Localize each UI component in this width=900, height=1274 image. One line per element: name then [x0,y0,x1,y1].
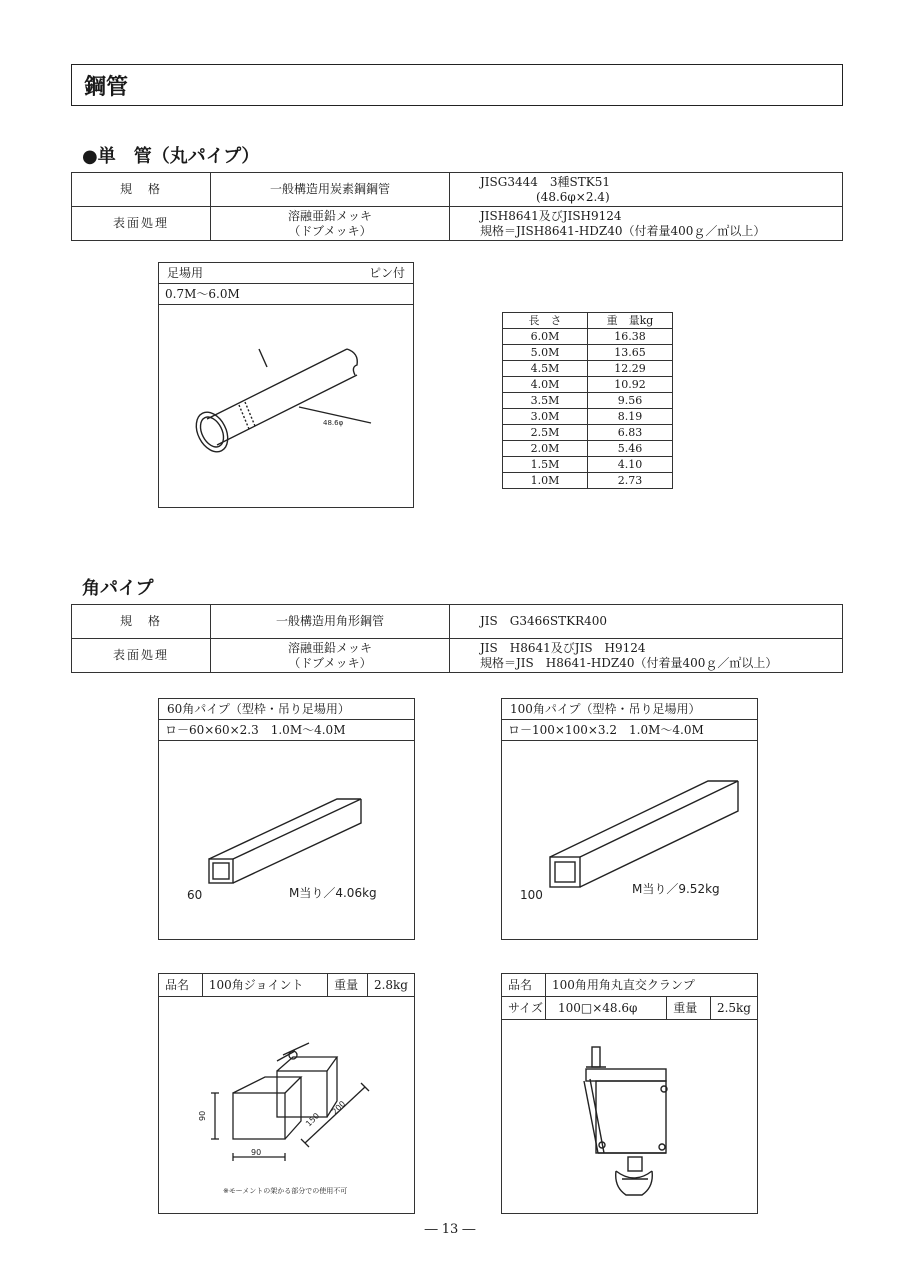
table-row [503,457,673,473]
spec-label-surface-square: 表面処理 [72,639,211,673]
spec-label-standard-square: 規 格 [72,605,211,639]
weight-table-weight: 2.73 [588,473,673,489]
round-pipe-diameter: 48.6φ [323,419,344,427]
clamp-size-row [502,997,757,1020]
weight-table-weight: 4.10 [588,457,673,473]
section-title-round-pipe: ●単 管（丸パイプ） [82,146,260,167]
table-row [503,361,673,377]
square-pipe-60-drawing [159,743,414,939]
square-pipe-100-header: 100角パイプ（型枠・吊り足場用） [502,699,757,720]
joint-drawing [159,997,414,1213]
joint-dim-200: 200 [330,1099,348,1117]
weight-table-length: 1.5M [503,457,588,473]
spec-name-standard: 一般構造用炭素鋼鋼管 [211,173,450,207]
table-row [503,441,673,457]
round-pipe-pin: ピン付 [368,266,405,280]
square-pipe-60-weight: M当り／4.06kg [289,886,377,900]
weight-table-weight: 9.56 [588,393,673,409]
spec-value-surface-square-line1: JIS H8641及びJIS H9124 [480,640,646,655]
spec-name-surface-square-line1: 溶融亜鉛メッキ [287,640,372,655]
weight-table-length: 2.5M [503,425,588,441]
joint-name-label: 品名 [159,974,203,996]
joint-dim-height: 90 [198,1110,207,1121]
weight-table-length: 6.0M [503,329,588,345]
spec-value-surface-square [450,639,843,673]
weight-table-weight: 5.46 [588,441,673,457]
spec-name-surface-square [211,639,450,673]
spec-value-surface-square-line2: 規格＝JIS H8641-HDZ40（付着量400ｇ／㎡以上） [480,655,778,670]
table-row [503,329,673,345]
table-row [503,409,673,425]
round-pipe-usage: 足場用 [167,266,204,280]
square-pipe-60-size: 60 [187,888,203,902]
weight-table-weight: 16.38 [588,329,673,345]
weight-table-weight: 10.92 [588,377,673,393]
spec-row-surface [72,207,843,241]
round-pipe-length-range: 0.7M～6.0M [159,284,413,305]
spec-value-surface-line2: 規格＝JISH8641-HDZ40（付着量400ｇ／㎡以上） [480,223,766,238]
clamp-name: 100角用角丸直交クランプ [552,978,695,992]
weight-table-weight: 6.83 [588,425,673,441]
weight-table-length: 4.5M [503,361,588,377]
square-pipe-100-weight: M当り／9.52kg [632,882,720,896]
spec-table-round-pipe [71,172,843,241]
clamp-size-label: サイズ [502,997,546,1019]
table-row [503,393,673,409]
spec-name-surface [211,207,450,241]
clamp-weight-label: 重量 [667,997,711,1019]
square-pipe-60-header: 60角パイプ（型枠・吊り足場用） [159,699,414,720]
spec-value-standard-line1: JISG3444 3種STK51 [480,174,610,189]
weight-table-header-weight: 重 量kg [588,313,673,329]
clamp-header [502,974,757,997]
weight-table-weight: 13.65 [588,345,673,361]
weight-table-body [503,329,673,489]
spec-value-standard [450,173,843,207]
joint-header [159,974,414,997]
joint-card [158,973,415,1214]
weight-table-header-length: 長 さ [503,313,588,329]
spec-row-standard [72,173,843,207]
table-row [503,345,673,361]
spec-value-surface-line1: JISH8641及びJISH9124 [480,208,622,223]
round-pipe-drawing [159,307,413,507]
joint-name: 100角ジョイント [203,974,328,996]
joint-weight-label: 重量 [328,974,368,996]
spec-value-standard-square: JIS G3466STKR400 [450,605,843,639]
weight-table [502,312,673,489]
square-pipe-100-card [501,698,758,940]
spec-name-surface-line1: 溶融亜鉛メッキ [287,208,372,223]
round-pipe-card [158,262,414,508]
spec-row-standard-square [72,605,843,639]
table-row [503,377,673,393]
square-pipe-100-spec: ロ－100×100×3.2 1.0M～4.0M [502,720,757,741]
weight-table-length: 4.0M [503,377,588,393]
spec-table-square-pipe [71,604,843,673]
round-pipe-card-header [159,263,413,284]
page-title-box [71,64,843,106]
table-row [503,473,673,489]
weight-table-length: 3.5M [503,393,588,409]
spec-name-surface-line2: （ドブメッキ） [288,223,372,238]
joint-note: ※モーメントの架かる部分での使用不可 [223,1187,348,1195]
weight-table-length: 1.0M [503,473,588,489]
section-title-square-pipe: 角パイプ [82,578,154,599]
page-title: 鋼管 [84,74,129,100]
weight-table-length: 5.0M [503,345,588,361]
weight-table-weight: 12.29 [588,361,673,377]
square-pipe-60-card [158,698,415,940]
weight-table-length: 2.0M [503,441,588,457]
clamp-name-label: 品名 [502,974,546,996]
table-row [503,425,673,441]
joint-dim-width: 90 [251,1148,262,1157]
spec-name-surface-square-line2: （ドブメッキ） [288,655,372,670]
weight-table-weight: 8.19 [588,409,673,425]
clamp-weight: 2.5kg [716,1001,751,1015]
spec-label-surface: 表面処理 [72,207,211,241]
spec-value-surface [450,207,843,241]
clamp-card [501,973,758,1214]
spec-value-standard-line2: (48.6φ×2.4) [536,189,610,204]
square-pipe-100-size: 100 [520,888,543,902]
spec-row-surface-square [72,639,843,673]
square-pipe-100-drawing [502,743,757,939]
page-number: ― 13 ― [424,1222,476,1237]
weight-table-length: 3.0M [503,409,588,425]
spec-label-standard: 規 格 [72,173,211,207]
clamp-drawing [502,1019,757,1213]
joint-weight: 2.8kg [373,978,408,992]
clamp-size: 100□×48.6φ [546,997,667,1019]
weight-table-header [503,313,673,329]
spec-name-standard-square: 一般構造用角形鋼管 [211,605,450,639]
square-pipe-60-spec: ロ－60×60×2.3 1.0M～4.0M [159,720,414,741]
joint-dim-150: 150 [304,1111,322,1129]
